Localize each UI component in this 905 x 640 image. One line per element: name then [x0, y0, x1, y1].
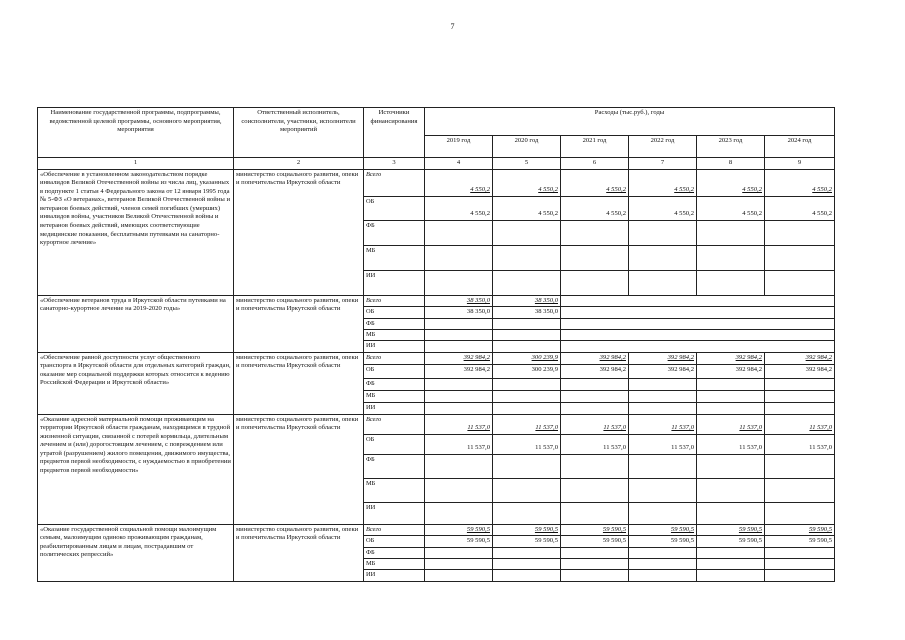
value-cell: 4 550,2: [765, 169, 835, 196]
header-program: Наименование государственной программы, подпрограммы, ведомственной целевой программы, основного мероприятия, мероприятия: [38, 108, 234, 158]
empty-cell: [493, 378, 561, 390]
empty-cell: [765, 295, 835, 307]
empty-cell: [561, 245, 629, 270]
program-name: «Обеспечение равной доступности услуг общественного транспорта в Иркутской области для отдельных категорий граждан, оказание мер социальной поддержки которых относится к ведению Российской Федерации и Иркутской области»: [38, 352, 234, 414]
value-cell: 59 590,5: [697, 524, 765, 536]
source-label: ФБ: [364, 220, 425, 245]
header-year: 2021 год: [561, 136, 629, 158]
empty-cell: [697, 295, 765, 307]
value-cell: 11 537,0: [697, 434, 765, 454]
source-label: Всего: [364, 524, 425, 536]
empty-cell: [425, 318, 493, 329]
header-expenses: Расходы (тыс.руб.), годы: [425, 108, 835, 136]
empty-cell: [425, 570, 493, 581]
empty-cell: [561, 502, 629, 524]
empty-cell: [765, 402, 835, 414]
empty-cell: [493, 402, 561, 414]
empty-cell: [697, 559, 765, 570]
source-label: Всего: [364, 295, 425, 307]
empty-cell: [629, 570, 697, 581]
empty-cell: [765, 478, 835, 502]
value-cell: 11 537,0: [425, 434, 493, 454]
empty-cell: [629, 547, 697, 558]
executor-name: министерство социального развития, опеки и попечительства Иркутской области: [234, 295, 364, 352]
value-cell: 4 550,2: [493, 196, 561, 220]
empty-cell: [561, 454, 629, 478]
value-cell: 4 550,2: [561, 196, 629, 220]
empty-cell: [697, 547, 765, 558]
source-label: ОБ: [364, 434, 425, 454]
table-row: [38, 352, 835, 364]
program-name: «Оказание адресной материальной помощи проживающим на территории Иркутской области гражданам, находящимся в трудной жизненной ситуации, связанной с потерей кормильца, длительным лечением и (или) дорогостоящим лечением, с повреждением или утратой (разрушением) жилого помещения, движимого имущества, предметов первой необходимости, с нуждаемостью в приобретении предметов первой необходимости»: [38, 414, 234, 524]
budget-table: [37, 107, 835, 582]
empty-cell: [493, 245, 561, 270]
empty-cell: [493, 570, 561, 581]
empty-cell: [629, 245, 697, 270]
header-row: [38, 108, 835, 136]
column-number: 5: [493, 158, 561, 170]
value-cell: 392 984,2: [629, 364, 697, 378]
executor-name: министерство социального развития, опеки и попечительства Иркутской области: [234, 169, 364, 295]
value-cell: 392 984,2: [697, 352, 765, 364]
value-cell: 392 984,2: [765, 364, 835, 378]
value-cell: 4 550,2: [425, 169, 493, 196]
source-label: Всего: [364, 352, 425, 364]
empty-cell: [629, 402, 697, 414]
source-label: ФБ: [364, 547, 425, 558]
value-cell: 59 590,5: [561, 524, 629, 536]
empty-cell: [425, 270, 493, 295]
empty-cell: [765, 390, 835, 402]
column-number: 2: [234, 158, 364, 170]
source-label: ФБ: [364, 454, 425, 478]
source-label: ИИ: [364, 570, 425, 581]
column-number: 6: [561, 158, 629, 170]
empty-cell: [697, 245, 765, 270]
empty-cell: [629, 318, 697, 329]
column-number: 9: [765, 158, 835, 170]
column-number: 7: [629, 158, 697, 170]
value-cell: 59 590,5: [425, 524, 493, 536]
source-label: ИИ: [364, 402, 425, 414]
empty-cell: [765, 378, 835, 390]
table-row: [38, 414, 835, 434]
value-cell: 4 550,2: [629, 196, 697, 220]
empty-cell: [425, 341, 493, 352]
value-cell: 4 550,2: [697, 169, 765, 196]
empty-cell: [629, 270, 697, 295]
value-cell: 59 590,5: [493, 524, 561, 536]
table-row: [38, 169, 835, 196]
empty-cell: [765, 570, 835, 581]
empty-cell: [425, 559, 493, 570]
empty-cell: [493, 478, 561, 502]
value-cell: 11 537,0: [765, 414, 835, 434]
empty-cell: [629, 502, 697, 524]
value-cell: 11 537,0: [561, 434, 629, 454]
empty-cell: [629, 559, 697, 570]
empty-cell: [493, 454, 561, 478]
empty-cell: [425, 478, 493, 502]
header-year: 2019 год: [425, 136, 493, 158]
empty-cell: [493, 318, 561, 329]
value-cell: 392 984,2: [561, 352, 629, 364]
source-label: ОБ: [364, 196, 425, 220]
program-name: «Оказание государственной социальной помощи малоимущим семьям, малоимущим одиноко проживающим гражданам, реабилитированным лицам и лицам, пострадавшим от политических репрессий»: [38, 524, 234, 581]
empty-cell: [561, 378, 629, 390]
empty-cell: [629, 390, 697, 402]
value-cell: 11 537,0: [425, 414, 493, 434]
empty-cell: [697, 330, 765, 341]
header-year: 2022 год: [629, 136, 697, 158]
value-cell: 11 537,0: [561, 414, 629, 434]
empty-cell: [561, 341, 629, 352]
page-number: 7: [450, 22, 455, 31]
value-cell: 4 550,2: [493, 169, 561, 196]
source-label: МБ: [364, 245, 425, 270]
empty-cell: [765, 502, 835, 524]
value-cell: 59 590,5: [765, 536, 835, 548]
header-source: Источники финансирования: [364, 108, 425, 158]
empty-cell: [629, 454, 697, 478]
value-cell: 392 984,2: [697, 364, 765, 378]
empty-cell: [697, 270, 765, 295]
empty-cell: [425, 245, 493, 270]
empty-cell: [629, 330, 697, 341]
value-cell: 59 590,5: [425, 536, 493, 548]
empty-cell: [493, 390, 561, 402]
empty-cell: [765, 318, 835, 329]
empty-cell: [493, 547, 561, 558]
value-cell: 11 537,0: [493, 434, 561, 454]
empty-cell: [561, 330, 629, 341]
empty-cell: [425, 502, 493, 524]
empty-cell: [493, 341, 561, 352]
value-cell: 59 590,5: [493, 536, 561, 548]
header-year: 2020 год: [493, 136, 561, 158]
empty-cell: [765, 330, 835, 341]
column-number: 1: [38, 158, 234, 170]
column-number: 4: [425, 158, 493, 170]
column-number-row: [38, 158, 835, 170]
empty-cell: [697, 390, 765, 402]
empty-cell: [765, 270, 835, 295]
value-cell: 11 537,0: [629, 414, 697, 434]
empty-cell: [629, 378, 697, 390]
value-cell: 38 350,0: [493, 307, 561, 319]
source-label: МБ: [364, 390, 425, 402]
empty-cell: [697, 570, 765, 581]
empty-cell: [697, 502, 765, 524]
value-cell: 59 590,5: [629, 524, 697, 536]
value-cell: 4 550,2: [629, 169, 697, 196]
header-year: 2023 год: [697, 136, 765, 158]
value-cell: 59 590,5: [561, 536, 629, 548]
empty-cell: [561, 547, 629, 558]
empty-cell: [561, 570, 629, 581]
empty-cell: [697, 402, 765, 414]
source-label: МБ: [364, 559, 425, 570]
empty-cell: [629, 307, 697, 319]
empty-cell: [765, 341, 835, 352]
empty-cell: [629, 220, 697, 245]
value-cell: 59 590,5: [629, 536, 697, 548]
empty-cell: [493, 559, 561, 570]
source-label: ОБ: [364, 307, 425, 319]
empty-cell: [561, 390, 629, 402]
value-cell: 300 239,9: [493, 364, 561, 378]
source-label: ФБ: [364, 378, 425, 390]
empty-cell: [561, 318, 629, 329]
source-label: ИИ: [364, 341, 425, 352]
source-label: ИИ: [364, 270, 425, 295]
value-cell: 392 984,2: [425, 352, 493, 364]
source-label: ОБ: [364, 364, 425, 378]
empty-cell: [425, 220, 493, 245]
empty-cell: [425, 378, 493, 390]
empty-cell: [765, 547, 835, 558]
empty-cell: [629, 341, 697, 352]
value-cell: 11 537,0: [765, 434, 835, 454]
value-cell: 59 590,5: [697, 536, 765, 548]
empty-cell: [697, 341, 765, 352]
header-executor: Ответственный исполнитель, соисполнители, участники, исполнители мероприятий: [234, 108, 364, 158]
value-cell: 392 984,2: [561, 364, 629, 378]
empty-cell: [425, 402, 493, 414]
empty-cell: [629, 295, 697, 307]
empty-cell: [561, 559, 629, 570]
header-year: 2024 год: [765, 136, 835, 158]
empty-cell: [561, 402, 629, 414]
program-name: «Обеспечение ветеранов труда в Иркутской области путевками на санаторно-курортное лечение на 2019-2020 годы»: [38, 295, 234, 352]
empty-cell: [493, 220, 561, 245]
empty-cell: [765, 220, 835, 245]
value-cell: 4 550,2: [561, 169, 629, 196]
value-cell: 392 984,2: [629, 352, 697, 364]
column-number: 8: [697, 158, 765, 170]
source-label: МБ: [364, 330, 425, 341]
executor-name: министерство социального развития, опеки и попечительства Иркутской области: [234, 524, 364, 581]
table-row: [38, 524, 835, 536]
value-cell: 4 550,2: [765, 196, 835, 220]
empty-cell: [697, 318, 765, 329]
source-label: ФБ: [364, 318, 425, 329]
empty-cell: [765, 559, 835, 570]
empty-cell: [561, 295, 629, 307]
empty-cell: [425, 330, 493, 341]
empty-cell: [561, 270, 629, 295]
empty-cell: [697, 454, 765, 478]
value-cell: 11 537,0: [629, 434, 697, 454]
executor-name: министерство социального развития, опеки и попечительства Иркутской области: [234, 352, 364, 414]
empty-cell: [561, 220, 629, 245]
empty-cell: [425, 454, 493, 478]
executor-name: министерство социального развития, опеки и попечительства Иркутской области: [234, 414, 364, 524]
empty-cell: [493, 330, 561, 341]
empty-cell: [697, 220, 765, 245]
empty-cell: [629, 478, 697, 502]
value-cell: 38 350,0: [425, 307, 493, 319]
empty-cell: [765, 245, 835, 270]
empty-cell: [561, 307, 629, 319]
source-label: МБ: [364, 478, 425, 502]
value-cell: 4 550,2: [697, 196, 765, 220]
column-number: 3: [364, 158, 425, 170]
empty-cell: [425, 390, 493, 402]
value-cell: 59 590,5: [765, 524, 835, 536]
table-row: [38, 295, 835, 307]
empty-cell: [697, 478, 765, 502]
empty-cell: [765, 454, 835, 478]
empty-cell: [765, 307, 835, 319]
value-cell: 11 537,0: [493, 414, 561, 434]
source-label: Всего: [364, 414, 425, 434]
value-cell: 4 550,2: [425, 196, 493, 220]
program-name: «Обеспечение в установленном законодательством порядке инвалидов Великой Отечественной войны из числа лиц, указанных в подпункте 1 статьи 4 Федерального закона от 12 января 1995 года № 5-ФЗ «О ветеранах», ветеранов Великой Отечественной войны и ветеранов боевых действий, членов семей погибших (умерших) инвалидов войны, участников Великой Отечественной войны и ветеранов боевых действий, имеющих соответствующие медицинские показания, бесплатными путевками на санаторно-курортное лечение»: [38, 169, 234, 295]
empty-cell: [425, 547, 493, 558]
source-label: ОБ: [364, 536, 425, 548]
empty-cell: [697, 307, 765, 319]
value-cell: 38 350,0: [493, 295, 561, 307]
empty-cell: [697, 378, 765, 390]
value-cell: 392 984,2: [425, 364, 493, 378]
source-label: Всего: [364, 169, 425, 196]
value-cell: 392 984,2: [765, 352, 835, 364]
value-cell: 11 537,0: [697, 414, 765, 434]
source-label: ИИ: [364, 502, 425, 524]
value-cell: 300 239,9: [493, 352, 561, 364]
value-cell: 38 350,0: [425, 295, 493, 307]
empty-cell: [493, 270, 561, 295]
empty-cell: [493, 502, 561, 524]
empty-cell: [561, 478, 629, 502]
